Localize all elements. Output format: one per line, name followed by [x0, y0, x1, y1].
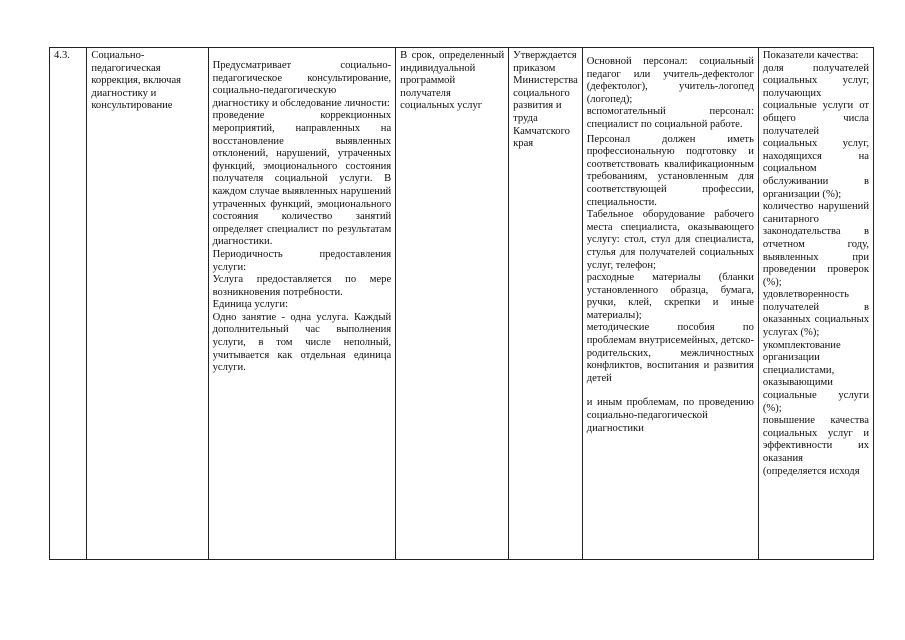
- service-name-cell: [87, 48, 208, 560]
- term-text: В срок, определенный индивидуальной программой получателя социальных услуг: [400, 50, 505, 112]
- quality-paragraph: количество нарушений санитарного законодательства в отчетном году, выявленных при проведении проверок (%);: [762, 201, 869, 288]
- quality-paragraph: удовлетворенность получателей в оказанных социальных услугах (%);: [762, 289, 869, 339]
- conditions-paragraph: вспомогательный персонал: специалист по социальной работе.: [586, 106, 754, 130]
- term-cell: [396, 48, 509, 560]
- quality-indicators-cell: [758, 48, 873, 560]
- approval-cell: [509, 48, 583, 560]
- conditions-paragraph: расходные материалы (бланки установленного образца, бумага, ручки, клей, скрепки и иные материалы);: [586, 272, 754, 321]
- quality-paragraph: доля получателей социальных услуг, получающих социальные услуги от общего числа получателей социальных услуг, находящихся на социальном обслуживании в организации (%);: [762, 62, 869, 200]
- description-paragraph: Периодичность предоставления услуги:: [212, 248, 392, 273]
- conditions-paragraph: методические пособия по проблемам внутрисемейных, детско-родительских, межличностных конфликтов, воспитания и развития детей: [586, 322, 754, 384]
- conditions-paragraph: Табельное оборудование рабочего места специалиста, оказывающего услугу: стол, стул для специалиста, стулья для получателей социальных услуг, телефон;: [586, 209, 754, 271]
- conditions-paragraph: Основной персонал: социальный педагог или учитель-дефектолог (дефектолог), учитель-логопед (логопед);: [586, 56, 754, 105]
- quality-paragraph: повышение качества социальных услуг и эффективности их оказания (определяется исходя: [762, 415, 869, 477]
- description-paragraph: Одно занятие - одна услуга. Каждый дополнительный час выполнения услуги, в том числе неполный, учитывается как отдельная единица услуги.: [212, 311, 392, 374]
- table-row: [50, 48, 874, 560]
- quality-paragraph: Показатели качества:: [762, 50, 859, 61]
- services-table: [49, 47, 874, 560]
- description-paragraph: проведение коррекционных мероприятий, направленных на восстановление выявленных отклонений, нарушений, утраченных функций, эмоционального состояния получателя социальной услуги. В каждом случае выявленных нарушений утраченных функций, эмоционального состояния количество занятий определяет специалист по результатам диагностики.: [212, 110, 392, 248]
- quality-paragraph: укомплектование организации специалистами, оказывающими социальные услуги (%);: [762, 339, 869, 414]
- row-number-cell: 4.3.: [50, 48, 87, 560]
- conditions-cell: [582, 48, 758, 560]
- conditions-paragraph: Персонал должен иметь профессиональную подготовку и соответствовать квалификационным требованиям, установленным для соответствующей профессии, специальности.: [586, 133, 754, 208]
- description-paragraph: Единица услуги:: [212, 299, 289, 311]
- description-paragraph: Предусматривает социально-педагогическое консультирование, социально-педагогическую диагностику и обследование личности:: [212, 60, 392, 109]
- conditions-paragraph: и иным проблемам, по проведению социально-педагогической диагностики: [586, 397, 754, 434]
- description-paragraph: Услуга предоставляется по мере возникновения потребности.: [212, 274, 392, 298]
- approval-text: Утверждается приказом Министерства социального развития и труда Камчатского края: [513, 50, 578, 150]
- service-name: Социально-педагогическая коррекция, включая диагностику и консультирование: [91, 50, 182, 112]
- description-cell: [208, 48, 396, 560]
